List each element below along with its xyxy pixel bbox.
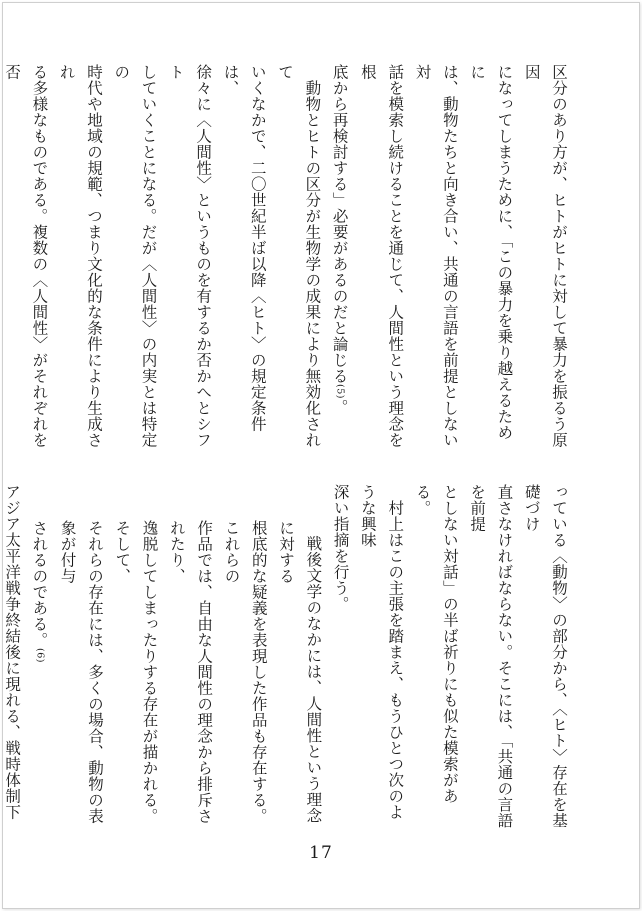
text-line: になってしまうために、「この暴力を乗り越えるために bbox=[468, 64, 514, 441]
bottom-text-block bbox=[3, 484, 572, 832]
text-line: 村上はこの主張を踏まえ、もうひとつ次のような興味 bbox=[358, 484, 405, 820]
text-line: 時代や地域の規範、つまり文化的な条件により生成され bbox=[57, 64, 103, 448]
quote-line: 逸脱してしまったりする存在が描かれる。そして、 bbox=[113, 519, 159, 824]
paragraph-1 bbox=[325, 64, 572, 456]
text-line: 区分のあり方が、ヒトがヒトに対して暴力を振るう原因 bbox=[522, 64, 568, 448]
text-line: 。 bbox=[330, 398, 349, 415]
quote-line: 戦後文学のなかには、人間性という理念に対する bbox=[277, 519, 323, 824]
page-number: 17 bbox=[309, 843, 333, 863]
text-line: いくなかで、二〇世紀半ば以降〈ヒト〉の規定条件は、 bbox=[221, 64, 267, 432]
text-line: っている〈動物〉の部分から、〈ヒト〉存在を基礎づけ bbox=[522, 484, 568, 829]
footnote-marker: (5) bbox=[334, 384, 346, 399]
text-line: アジア太平洋戦争終結後に現れる、戦時体制下 bbox=[3, 484, 22, 820]
paragraph-4 bbox=[408, 484, 572, 832]
quote-line: 作品では、自由な人間性の理念から排斥されたり、 bbox=[167, 519, 214, 824]
block-quote bbox=[25, 520, 326, 832]
paragraph-6 bbox=[0, 484, 25, 832]
text-line: していくことになる。だが〈人間性〉の内実とは特定の bbox=[112, 64, 158, 448]
quote-line: されるのである。 bbox=[30, 519, 49, 648]
text-line: は、動物たちと向き合い、共通の言語を前提としない対 bbox=[413, 64, 459, 448]
text-line: 深い指摘を行う。 bbox=[331, 484, 350, 612]
text-line: 話を模索し続けることを通じて、人間性という理念を根 bbox=[358, 64, 405, 448]
text-line: 徐々に〈人間性〉というものを有するか否かへとシフト bbox=[166, 64, 213, 448]
text-line: 動物とヒトの区分が生物学の成果により無効化されて bbox=[276, 64, 322, 448]
quote-line: それらの存在には、多くの場合、動物の表象が付与 bbox=[58, 519, 104, 824]
paragraph-2 bbox=[0, 64, 325, 456]
paragraph-5 bbox=[326, 484, 408, 832]
quote-line: 根底的な疑義を表現した作品も存在する。これらの bbox=[222, 519, 268, 824]
top-text-block bbox=[3, 64, 572, 456]
text-line: 直さなければならない。そこには、「共通の言語を前提 bbox=[468, 484, 514, 829]
text-line: としない対話」の半ば祈りにも似た模索がある。 bbox=[413, 484, 459, 804]
footnote-marker: (6) bbox=[34, 647, 46, 663]
text-line: 底から再検討する」必要があるのだと論じる bbox=[330, 64, 349, 384]
text-line: る多様なものである。複数の〈人間性〉がそれぞれを否 bbox=[3, 64, 49, 448]
